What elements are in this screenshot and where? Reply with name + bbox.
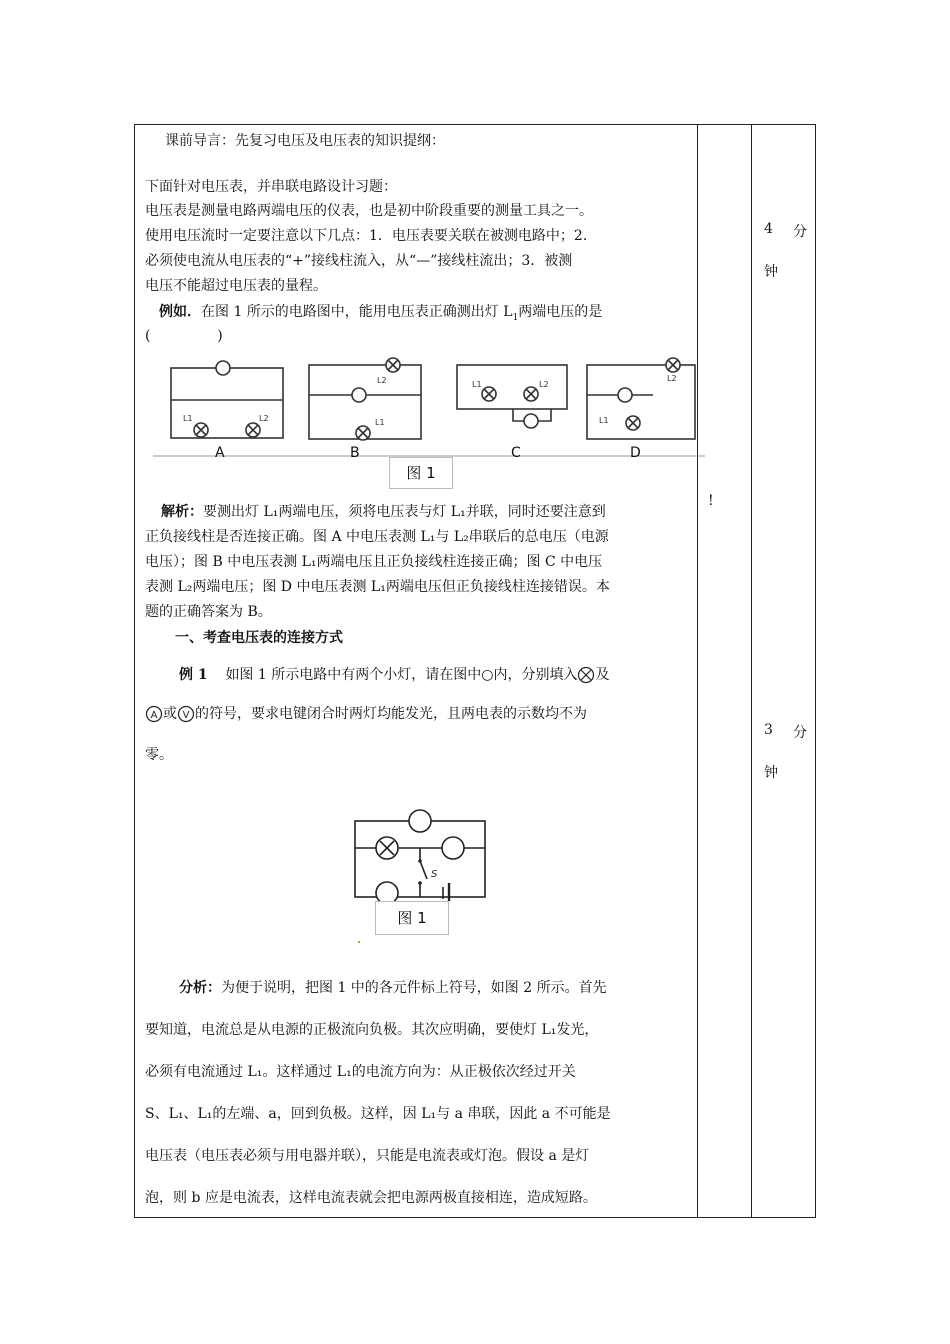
text-line: 必须有电流通过 L₁。这样通过 L₁的电流方向为：从正极依次经过开关: [145, 1064, 576, 1080]
time-unit: 分: [793, 224, 807, 240]
text-line: 必须使电流从电压表的“+”接线柱流入，从“—”接线柱流出；3．被测: [145, 253, 573, 269]
svg-text:L1: L1: [472, 380, 482, 389]
analysis-line: [161, 502, 709, 522]
circuit-figure-2: [345, 801, 497, 901]
ammeter-symbol-icon: [145, 705, 163, 723]
text-line: 正负接线柱是否连接正确。图 A 中电压表测 L₁与 L₂串联后的总电压（电源: [145, 529, 609, 545]
example-line: [159, 302, 707, 328]
svg-text:L2: L2: [259, 414, 269, 423]
lesson-table: [134, 124, 816, 1218]
column2-mark: !: [708, 493, 714, 509]
example-sub: 1: [512, 312, 519, 323]
example-label: 例如．: [159, 304, 201, 320]
example1-text2: 的符号，要求电键闭合时两灯均能发光，且两电表的示数均不为: [195, 706, 587, 722]
fig-label-d: D: [630, 445, 641, 461]
example1-and: 及: [595, 667, 610, 683]
example-text: 在图 1 所示的电路图中，能用电压表正确测出灯 L: [201, 304, 513, 320]
intro-line: 课前导言：先复习电压及电压表的知识提纲：: [165, 133, 445, 149]
svg-text:L1: L1: [183, 414, 193, 423]
lamp-symbol-icon: [577, 666, 595, 684]
analysis-text: 要测出灯 L₁两端电压，须将电压表与灯 L₁并联，同时还要注意到: [203, 504, 606, 520]
text-line: 表测 L₂两端电压；图 D 中电压表测 L₁两端电压但正负接线柱连接错误。本: [145, 579, 610, 595]
text-line: 电压）；图 B 中电压表测 L₁两端电压且正负接线柱连接正确；图 C 中电压: [145, 554, 603, 570]
analysis-label: 解析：: [161, 504, 203, 520]
figure-caption: 图 1: [389, 457, 453, 489]
text-line: 题的正确答案为 B。: [145, 604, 272, 620]
time-unit-2: 钟: [764, 765, 778, 781]
text-line: 电压表（电压表必须与用电器并联），只能是电流表或灯泡。假设 a 是灯: [145, 1148, 590, 1164]
svg-text:L1: L1: [599, 416, 609, 425]
text-line: 泡，则 b 应是电流表，这样电流表就会把电源两极直接相连，造成短路。: [145, 1190, 597, 1206]
analysis2-line: [179, 978, 727, 998]
example1-text: 如图 1 所示电路中有两个小灯，请在图中○内，分别填入: [225, 667, 578, 683]
text-line: 电压不能超过电压表的量程。: [145, 278, 327, 294]
answer-paren: ( ): [145, 328, 223, 344]
text-line: S、L₁、L₁的左端、a，回到负极。这样，因 L₁与 a 串联，因此 a 不可能是: [145, 1106, 611, 1122]
svg-text:V: V: [182, 710, 190, 721]
section-heading: 一、考查电压表的连接方式: [175, 630, 343, 646]
fig-label-a: A: [215, 445, 225, 461]
text-line: 电压表是测量电路两端电压的仪表，也是初中阶段重要的测量工具之一。: [145, 203, 593, 219]
text-line: 下面针对电压表，并串联电路设计习题：: [145, 179, 397, 195]
svg-text:L2: L2: [377, 376, 387, 385]
svg-text:L2: L2: [539, 380, 549, 389]
voltmeter-symbol-icon: [177, 705, 195, 723]
example-tail: 两端电压的是: [518, 304, 603, 320]
text-line: 要知道，电流总是从电源的正极流向负极。其次应明确，要使灯 L₁发光，: [145, 1022, 599, 1038]
time-number: 4: [764, 221, 773, 237]
speck-mark: [358, 941, 360, 943]
svg-text:L1: L1: [375, 418, 385, 427]
figure-caption-2: 图 1: [375, 901, 449, 935]
column-divider-2: [751, 125, 752, 1217]
example1-or: 或: [163, 706, 177, 722]
example1-line2: [145, 704, 693, 724]
analysis2-label: 分析：: [179, 980, 221, 996]
svg-text:A: A: [150, 710, 158, 721]
switch-label: S: [431, 869, 438, 880]
analysis2-text: 为便于说明，把图 1 中的各元件标上符号，如图 2 所示。首先: [221, 980, 607, 996]
fig-label-b: B: [350, 445, 360, 461]
time-number: 3: [764, 722, 773, 738]
svg-text:L2: L2: [667, 374, 677, 383]
time-unit-2: 钟: [764, 264, 778, 280]
example1-line: [179, 665, 727, 685]
fig-label-c: C: [511, 445, 521, 461]
text-line: 零。: [145, 747, 173, 763]
example1-label: 例 1: [179, 667, 208, 683]
time-unit: 分: [793, 725, 807, 741]
text-line: 使用电压流时一定要注意以下几点：1．电压表要关联在被测电路中；2．: [145, 228, 597, 244]
